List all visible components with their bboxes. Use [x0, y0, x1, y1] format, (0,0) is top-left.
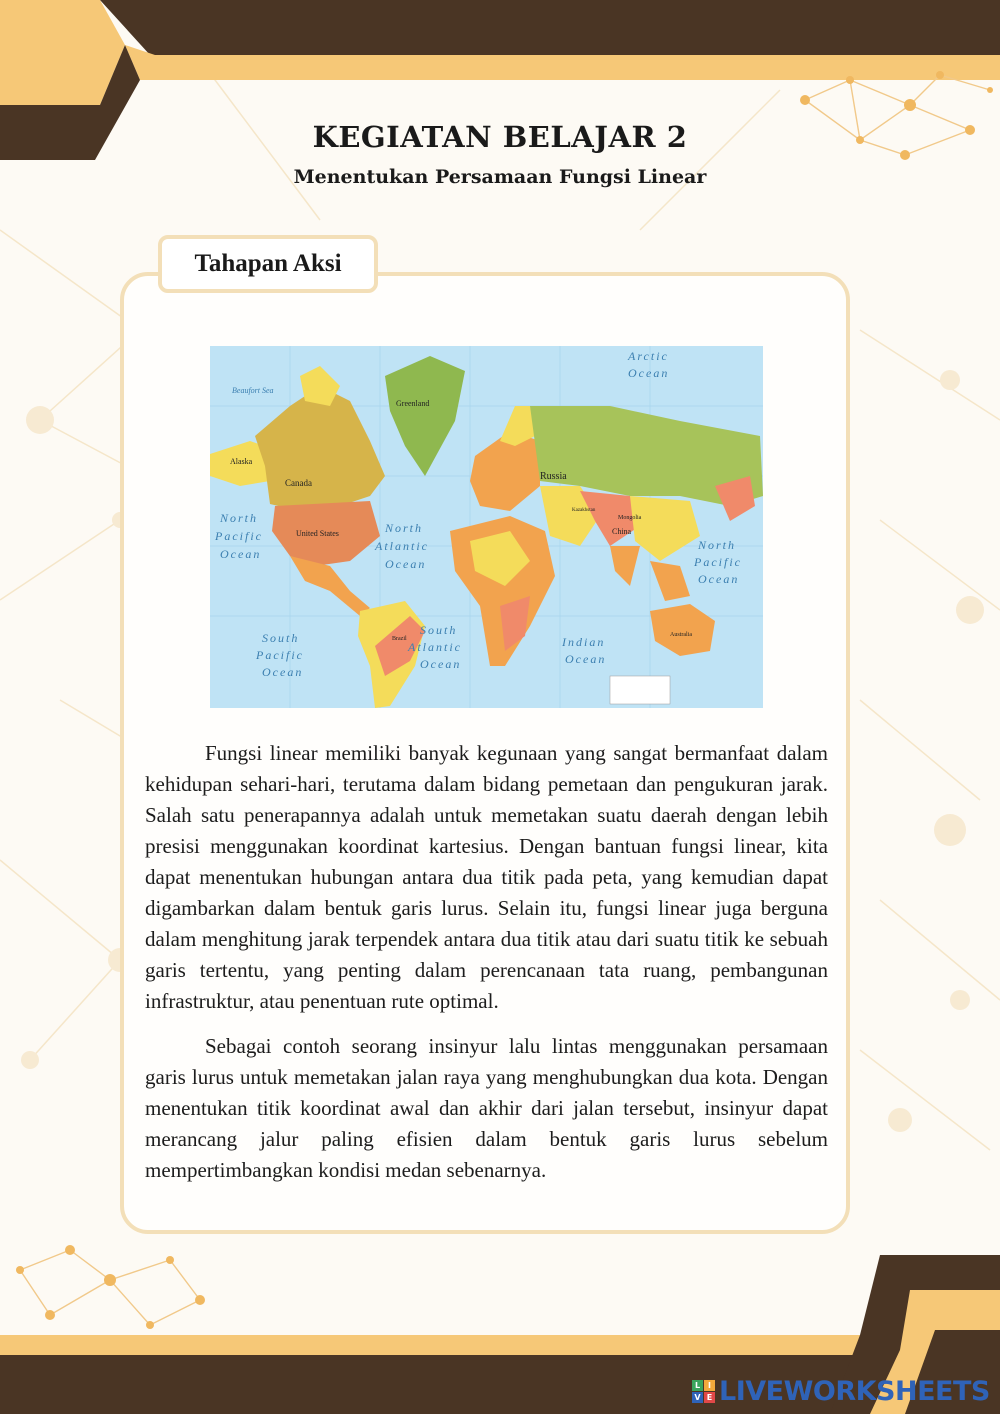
- map-label-arctic: Arctic: [628, 349, 669, 363]
- map-label-china: China: [612, 527, 632, 536]
- map-label-spac-2: Pacific: [256, 648, 304, 662]
- liveworksheets-logo-icon: L I V E: [692, 1380, 715, 1403]
- map-label-npac-right-2: Pacific: [694, 555, 742, 569]
- liveworksheets-watermark: [692, 1376, 990, 1406]
- map-label-australia: Australia: [670, 632, 692, 638]
- map-label-satl-3: Ocean: [420, 657, 462, 671]
- map-label-natl-2: Atlantic: [375, 539, 429, 553]
- map-label-kazakhstan: Kazakhstan: [572, 508, 596, 513]
- map-label-npac-left-3: Ocean: [220, 547, 262, 561]
- map-label-russia: Russia: [540, 471, 567, 482]
- map-label-indian-2: Ocean: [565, 652, 607, 666]
- map-label-spac-1: South: [262, 631, 300, 645]
- map-label-satl-2: Atlantic: [408, 640, 462, 654]
- map-label-brazil: Brazil: [392, 636, 407, 642]
- map-label-natl-1: North: [385, 521, 424, 535]
- paragraph-1: Fungsi linear memiliki banyak kegunaan yang sangat bermanfaat dalam kehidupan sehari-hari, terutama dalam bidang pemetaan dan pengukuran jarak. Salah satu penerapannya adalah untuk memetakan suatu daerah dengan lebih presisi menggunakan koordinat kartesius. Dengan bantuan fungsi linear, kita dapat menentukan hubungan antara dua titik pada peta, yang kemudian dapat digambarkan dalam bentuk garis lurus. Selain itu, fungsi linear juga berguna dalam menghitung jarak terpendek antara dua titik atau dari suatu titik ke sebuah garis tertentu, yang penting dalam perencanaan tata ruang, pembangunan infrastruktur, atau penentuan rute optimal.: [145, 741, 828, 1013]
- map-label-indian-1: Indian: [562, 635, 606, 649]
- paragraph-2: Sebagai contoh seorang insinyur lalu lintas menggunakan persamaan garis lurus untuk memetakan jalan raya yang menghubungkan dua kota. Dengan menentukan titik koordinat awal dan akhir dari jalan tersebut, insinyur dapat merancang jalur paling efisien dalam bentuk garis lurus sebelum mempertimbangkan kondisi medan sebenarnya.: [145, 1034, 828, 1182]
- map-label-npac-right-3: Ocean: [698, 572, 740, 586]
- map-label-npac-left-1: North: [220, 511, 259, 525]
- map-label-beaufort: Beaufort Sea: [232, 386, 274, 395]
- map-label-greenland: Greenland: [396, 399, 430, 408]
- liveworksheets-text: LIVEWORKSHEETS: [719, 1375, 990, 1407]
- map-label-spac-3: Ocean: [262, 665, 304, 679]
- map-label-npac-left-2: Pacific: [215, 529, 263, 543]
- map-label-usa: United States: [296, 529, 339, 538]
- map-label-alaska: Alaska: [230, 457, 253, 466]
- page-subtitle: Menentukan Persamaan Fungsi Linear: [293, 166, 707, 188]
- map-label-npac-right-1: North: [698, 538, 737, 552]
- map-label-arctic-ocean: Ocean: [628, 366, 670, 380]
- map-label-canada: Canada: [285, 478, 312, 488]
- section-tab-label: Tahapan Aksi: [158, 235, 378, 293]
- map-label-satl-1: South: [420, 623, 458, 637]
- body-text: [145, 738, 828, 1200]
- map-label-mongolia: Mongolia: [618, 515, 642, 521]
- world-map: [210, 346, 763, 708]
- page-title: KEGIATAN BELAJAR 2: [312, 120, 688, 154]
- map-label-natl-3: Ocean: [385, 557, 427, 571]
